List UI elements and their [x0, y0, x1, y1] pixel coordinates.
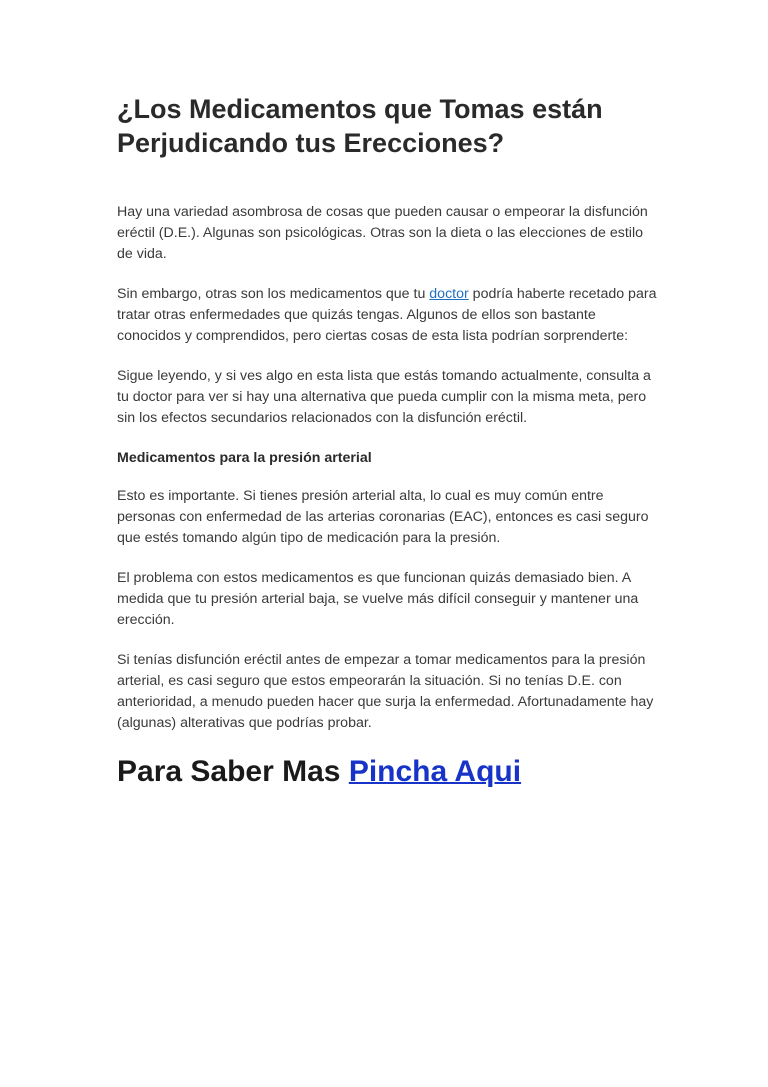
paragraph-intro: Hay una variedad asombrosa de cosas que pueden causar o empeorar la disfunción eréctil (D.E.). Algunas son psicológicas. Otras son la dieta o las elecciones de estilo de vida.	[117, 204, 648, 262]
doctor-link[interactable]: doctor	[429, 286, 469, 302]
pincha-aqui-link[interactable]: Pincha Aqui	[348, 755, 522, 788]
paragraph-important: Esto es importante. Si tienes presión arterial alta, lo cual es muy común entre personas con enfermedad de las arterias coronarias (EAC), entonces es casi seguro que estés tomando algún tipo de medicación para la presión.	[117, 488, 649, 546]
cta-text: Para Saber Mas	[117, 755, 341, 788]
paragraph-medications	[117, 284, 657, 347]
page-title: ¿Los Medicamentos que Tomas están Perjudicando tus Erecciones?	[117, 94, 603, 158]
paragraph-before: Si tenías disfunción eréctil antes de empezar a tomar medicamentos para la presión arterial, es casi seguro que estos empeorarán la situación. Si no tenías D.E. con anterioridad, a menudo pueden hacer que surja la enfermedad. Afortunadamente hay (algunas) alterativas que podrías probar.	[117, 652, 654, 731]
paragraph-problem: El problema con estos medicamentos es que funcionan quizás demasiado bien. A medida que tu presión arterial baja, se vuelve más difícil conseguir y mantener una erección.	[117, 570, 639, 628]
paragraph-text: podría haberte recetado para tratar otras enfermedades que quizás tengas. Algunos de ellos son bastante conocidos y comprendidos, pero ciertas cosas de esta lista podrían sorprenderte:	[117, 286, 657, 344]
section-heading: Medicamentos para la presión arterial	[117, 450, 372, 466]
paragraph-text: Sin embargo, otras son los medicamentos que tu	[117, 286, 430, 302]
paragraph-keep-reading: Sigue leyendo, y si ves algo en esta lista que estás tomando actualmente, consulta a tu doctor para ver si hay una alternativa que pueda cumplir con la misma meta, pero sin los efectos secundarios relacionados con la disfunción eréctil.	[117, 368, 651, 426]
call-to-action	[117, 753, 657, 791]
document-page	[117, 92, 657, 791]
